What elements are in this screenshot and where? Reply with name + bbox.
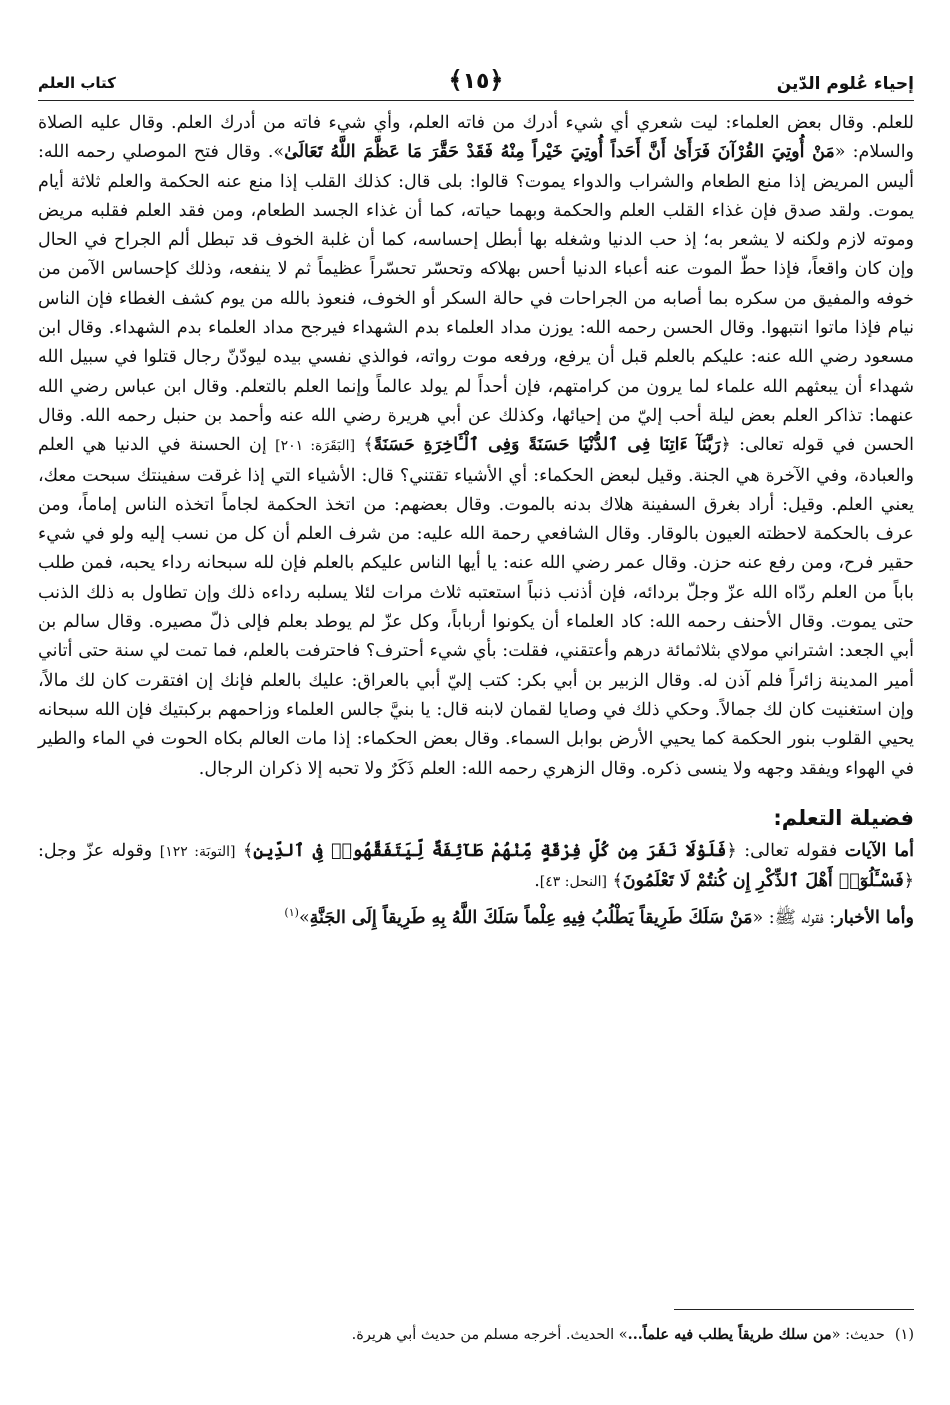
main-text xyxy=(38,109,914,933)
quran-verse: فَلَوْلَا نَفَرَ مِن كُلِّ فِرْقَةٍ مِّنْهُمْ طَآئِفَةٌ لِّيَتَفَقَّهُوا۟ فِى ٱلدِّينِ xyxy=(253,841,727,862)
verse-reference: [البَقَرَة: ٢٠١] xyxy=(275,438,356,455)
text-run: إن الحسنة في الدنيا هي العلم والعبادة، وفي الآخرة هي الجنة. وقيل لبعض الحكماء: أي الأشياء تقتني؟ قال: الأشياء التي إذا غرقت سفينتك سبحت معك، يعني العلم. وقيل: أراد بغرق السفينة هلاك بدنه بالموت. وقال بعضهم: من اتخذ الحكمة لجاماً اتخذه الناس إماماً، ومن عرف بالحكمة لاحظته العيون بالوقار. وقال الشافعي رحمة الله عليه: من شرف العلم أن كل من نسب إليه ولو في شيء حقير فرح، ومن رفع عنه حزن. وقال عمر رضي الله عنه: يا أيها الناس عليكم بالعلم فإن لله سبحانه رداء يحبه، فمن طلب باباً من العلم ردّاه الله عزّ وجلّ بردائه، فإن أذنب ذنباً استعتبه ثلاث مرات لئلا يسلبه رداءه ذلك وإن تطاول به ذلك الذنب حتى يموت. وقال الأحنف رحمه الله: كاد العلماء أن يكونوا أرباباً، وكل عزّ لم يوطد بعلم فإلى ذلّ مصيره. وقال سالم بن أبي الجعد: اشتراني مولاي بثلاثمائة درهم وأعتقني، فقلت: بأي شيء أحترف؟ فاحترفت بالعلم، فما تمت لي سنة حتى أتاني أمير المدينة زائراً فلم آذن له. وقال الزبير بن أبي بكر: كتب إليّ أبي بالعراق: عليك بالعلم فإنك إن افتقرت كان لك مالاً، وإن استغنيت كان لك جمالاً. وحكي ذلك في وصايا لقمان لابنه قال: يا بنيَّ جالس العلماء وزاحمهم بركبتيك فإن الله سبحانه يحيي القلوب بنور الحكمة كما يحيي الأرض بوابل السماء. وقال بعض الحكماء: إذا مات العالم بكاه الحوت في الماء والطير في الهواء ويفقد وجهه ولا ينسى ذكره. وقال الزهري رحمه الله: العلم ذَكَرٌ ولا تحبه إلا ذكران الرجال. xyxy=(38,435,914,779)
verse-reference: [النحل: ٤٣] xyxy=(539,874,607,891)
footnote-marker[interactable]: (١) xyxy=(284,905,299,919)
quran-verse: رَبَّنَآ ءَاتِنَا فِى ٱلدُّنْيَا حَسَنَةً وَفِى ٱلْـَٔاخِرَةِ حَسَنَةً xyxy=(373,435,721,456)
text-run: ﴾ xyxy=(235,841,254,862)
text-run: وقوله عزّ وجل: ﴿ xyxy=(38,841,914,892)
ornament-bracket-open: ﴿ xyxy=(489,66,504,94)
footnote-number: (١) xyxy=(894,1327,914,1343)
text-run: للعلم. وقال بعض العلماء: ليت شعري أي شيء أدرك من فاته العلم، وأي شيء فاته من أدرك العلم. وقال عليه الصلاة والسلام: « xyxy=(38,113,915,163)
chapter-title: كتاب العلم xyxy=(38,74,116,92)
lead-phrase: وأما الأخبار xyxy=(835,907,914,928)
text-run: . xyxy=(534,871,540,892)
footnote xyxy=(38,1324,914,1346)
text-run: » الحديث. أخرجه مسلم من حديث أبي هريرة. xyxy=(351,1327,628,1343)
hadith-quote: مَنْ سَلَكَ طَرِيقاً يَطْلُبُ فِيهِ عِلْماً سَلَكَ اللَّهُ بِهِ طَرِيقاً إِلَى الجَنَّةِ xyxy=(309,907,753,928)
footnote-quote: من سلك طريقاً يطلب فيه علماً... xyxy=(627,1326,832,1343)
page-number: ١٥ xyxy=(462,69,490,94)
section-body xyxy=(38,837,914,933)
text-run: ﴾ xyxy=(355,435,374,456)
verse-reference: [التوبَة: ١٢٢] xyxy=(159,844,236,861)
paragraph-verses xyxy=(38,837,914,898)
ornament-bracket-close: ﴾ xyxy=(448,66,463,94)
running-header xyxy=(38,62,914,101)
text-run: : فقوله ﷺ: « xyxy=(752,907,836,928)
text-run: فقوله تعالى: ﴿ xyxy=(726,841,845,862)
book-page xyxy=(38,62,915,1343)
text-run: حديث: « xyxy=(831,1327,885,1343)
text-run: » xyxy=(298,907,310,928)
text-run: ». وقال فتح الموصلي رحمه الله: أليس المريض إذا منع الطعام والشراب والدواء يموت؟ قالوا: بلى قال: كذلك القلب إذا منع عنه الحكمة والعلم ثلاثة أيام يموت. ولقد صدق فإن غذاء القلب العلم والحكمة وبهما حياته، كما أن غذاء الجسد الطعام، ومن فقد العلم فقلبه مريض وموته لازم ولكنه لا يشعر به؛ إذ حب الدنيا وشغله بها أبطل إحساسه، كما أن غلبة الخوف قد تبطل ألم الجراح في الحال وإن كان واقعاً، فإذا حطّ الموت عنه أعباء الدنيا أحس بهلاكه وتحسّر تحسّراً عظيماً ثم لا ينفعه، وذلك كإحساس الآمن من خوفه والمفيق من سكره بما أصابه من الجراحات في حالة السكر أو الخوف، فنعوذ بالله من يوم كشف الغطاء فإن الناس نيام فإذا ماتوا انتبهوا. وقال الحسن رحمه الله: يوزن مداد العلماء بدم الشهداء فيرجح مداد العلماء بدم الشهداء. وقال ابن مسعود رضي الله عنه: عليكم بالعلم قبل أن يرفع، ورفعه موت رواته، فوالذي نفسي بيده ليودّنّ رجال قتلوا في سبيل الله شهداء أن يبعثهم الله علماء لما يرون من كرامتهم، فإن أحداً لم يولد عالماً وإنما العلم بالتعلم. وقال ابن عباس رضي الله عنهما: تذاكر العلم بعض ليلة أحب إليّ من إحيائها، وكذلك عن أبي هريرة رضي الله عنه وأحمد بن حنبل رحمه الله. وقال الحسن في قوله تعالى: ﴿ xyxy=(38,142,915,456)
quran-verse: فَسْـَٔلُوٓا۟ أَهْلَ ٱلذِّكْرِ إِن كُنتُمْ لَا تَعْلَمُونَ xyxy=(622,871,904,892)
footnote-divider xyxy=(674,1309,914,1310)
paragraph xyxy=(38,109,914,784)
text-run: ﴾ xyxy=(606,871,623,892)
page-number-ornament xyxy=(449,66,504,94)
lead-phrase: أما الآيات xyxy=(844,841,914,862)
paragraph-hadith xyxy=(38,898,914,933)
hadith-quote: مَنْ أُوتِيَ القُرْآنَ فَرَأَىٰ أَنَّ أَحَداً أُوتِيَ خَيْراً مِنْهُ فَقَدْ حَقَّرَ مَا عَظَّمَ اللَّهُ تَعَالَىٰ xyxy=(284,142,835,163)
book-title: إحياء عُلوم الدّين xyxy=(776,74,914,94)
section-heading: فضيلة التعلم: xyxy=(773,805,914,830)
